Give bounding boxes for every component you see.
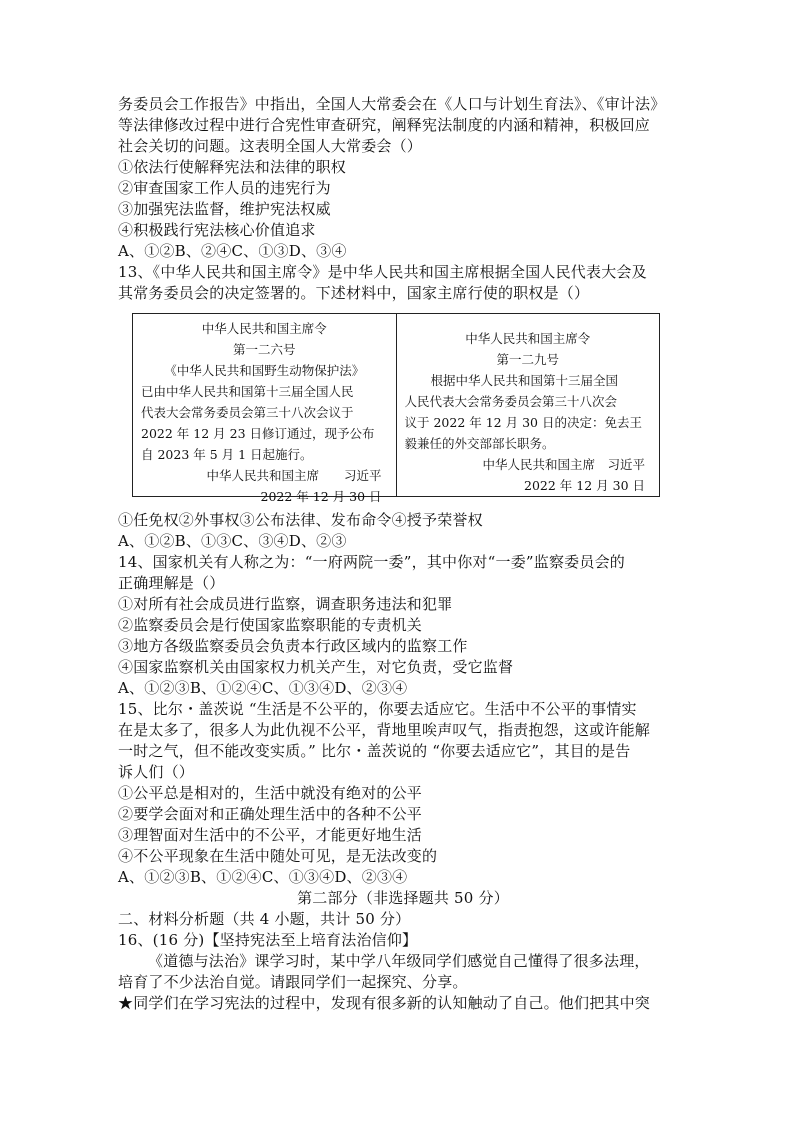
text-line: 培育了不少法治自觉。请跟同学们一起探究、分享。 xyxy=(118,973,468,991)
text-line: ③地方各级监察委员会负责本行政区域内的监察工作 xyxy=(118,637,468,655)
text-line: A、①②B、①③C、③④D、②③ xyxy=(118,532,347,550)
text-line: ④国家监察机关由国家权力机关产生，对它负责，受它监督 xyxy=(118,658,514,676)
text-line: 等法律修改过程中进行合宪性审查研究，阐释宪法制度的内涵和精神，积极回应 xyxy=(118,116,651,134)
decree-number: 第一二六号 xyxy=(232,342,296,357)
decree-body-line: 已由中华人民共和国第十三届全国人民 xyxy=(141,384,354,399)
decree-body-line: 2022 年 12 月 23 日修订通过，现予公布 xyxy=(141,426,375,441)
question-13-text: 13、《中华人民共和国主席令》是中华人民共和国主席根据全国人民代表大会及 xyxy=(118,263,647,281)
text-line: ④不公平现象在生活中随处可见，是无法改变的 xyxy=(118,847,438,865)
decree-body-line: 根据中华人民共和国第十三届全国 xyxy=(430,373,619,388)
decree-signature: 中华人民共和国主席 习近平 xyxy=(206,468,382,483)
text-line: 15、比尔・盖茨说 “生活是不公平的，你要去适应它。生活中不公平的事情实 xyxy=(118,700,637,718)
text-line: 正确理解是（） xyxy=(118,574,225,592)
text-line: 在是太多了，很多人为此仇视不公平，背地里唉声叹气，指责抱怨，这或许能解 xyxy=(118,721,651,739)
decree-129 xyxy=(396,314,660,496)
text-line: ①对所有社会成员进行监察，调查职务违法和犯罪 xyxy=(118,595,453,613)
question-13-text: 其常务委员会的决定签署的。下述材料中，国家主席行使的职权是（） xyxy=(118,284,590,302)
option-line: ③加强宪法监督，维护宪法权威 xyxy=(118,200,331,218)
lower-text-block xyxy=(118,510,688,1014)
option-line: ①依法行使解释宪法和法律的职权 xyxy=(118,158,347,176)
decree-body-line: 人民代表大会常务委员会第三十八次会 xyxy=(404,394,618,409)
answer-choices: A、①②B、②④C、①③D、③④ xyxy=(118,242,347,260)
upper-text-block xyxy=(118,94,688,304)
text-line: 二、材料分析题（共 4 小题，共计 50 分） xyxy=(118,910,411,928)
option-line: ④积极践行宪法核心价值追求 xyxy=(118,221,316,239)
text-line: 务委员会工作报告》中指出，全国人大常委会在《人口与计划生育法》、《审计法》 xyxy=(118,95,666,113)
decree-date: 2022 年 12 月 30 日 xyxy=(260,489,382,504)
text-line: 第二部分（非选择题共 50 分） xyxy=(297,889,509,907)
decree-126 xyxy=(133,314,396,504)
text-line: 16、(16 分)【坚持宪法至上培育法治信仰】 xyxy=(118,931,418,949)
text-line: 14、国家机关有人称之为：“一府两院一委”，其中你对“一委”监察委员会的 xyxy=(118,553,625,571)
decree-body-line: 毅兼任的外交部部长职务。 xyxy=(404,436,555,451)
text-line: 社会关切的问题。这表明全国人大常委会（） xyxy=(118,137,423,155)
decree-signature: 中华人民共和国主席 习近平 xyxy=(482,457,645,472)
decree-body-line: 自 2023 年 5 月 1 日起施行。 xyxy=(141,447,313,462)
text-line: ②要学会面对和正确处理生活中的各种不公平 xyxy=(118,805,423,823)
decree-date: 2022 年 12 月 30 日 xyxy=(524,478,645,493)
option-line: ②审查国家工作人员的违宪行为 xyxy=(118,179,331,197)
text-line: 诉人们（） xyxy=(118,763,195,781)
decree-body-line: 议于 2022 年 12 月 30 日的决定：免去王 xyxy=(404,415,642,430)
text-line: ★同学们在学习宪法的过程中，发现有很多新的认知触动了自己。他们把其中突 xyxy=(118,994,651,1012)
text-line: ①公平总是相对的，生活中就没有绝对的公平 xyxy=(118,784,423,802)
text-line: 《道德与法治》课学习时，某中学八年级同学们感觉自己懂得了很多法理， xyxy=(148,952,650,970)
decree-title: 中华人民共和国主席令 xyxy=(201,321,327,336)
text-line: ②监察委员会是行使国家监察职能的专责机关 xyxy=(118,616,423,634)
presidential-decree-table xyxy=(132,313,660,504)
text-line: 一时之气，但不能改变实质。” 比尔・盖茨说的 “你要去适应它”，其目的是告 xyxy=(118,742,631,760)
text-line: A、①②③B、①②④C、①③④D、②③④ xyxy=(118,868,408,886)
text-line: A、①②③B、①②④C、①③④D、②③④ xyxy=(118,679,408,697)
decree-title: 中华人民共和国主席令 xyxy=(465,331,591,346)
text-line: ①任免权②外事权③公布法律、发布命令④授予荣誉权 xyxy=(118,511,483,529)
decree-number: 第一二九号 xyxy=(496,352,559,367)
decree-law-name: 《中华人民共和国野生动物保护法》 xyxy=(164,363,365,378)
decree-body-line: 代表大会常务委员会第三十八次会议于 xyxy=(141,405,354,420)
text-line: ③理智面对生活中的不公平，才能更好地生活 xyxy=(118,826,423,844)
